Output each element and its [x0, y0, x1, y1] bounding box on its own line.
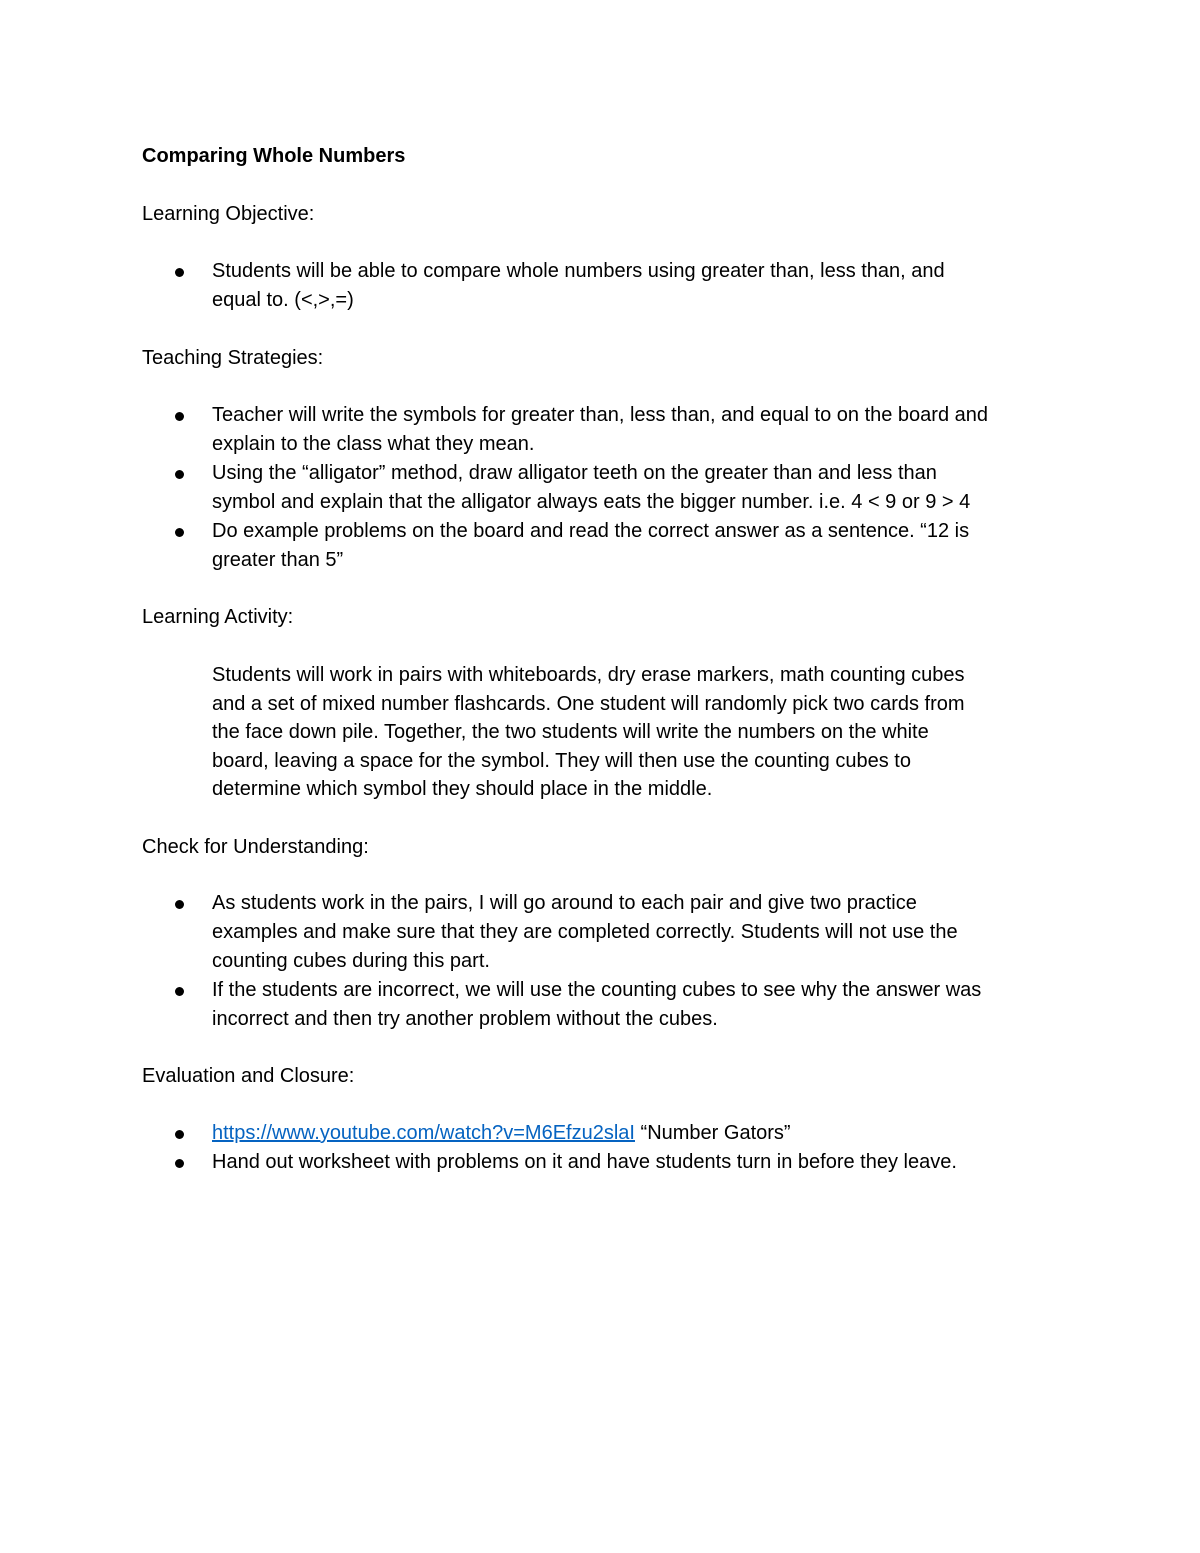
- bullet-icon: [175, 470, 184, 479]
- evaluation-closure-list: [142, 1119, 957, 1177]
- bullet-icon: [175, 1130, 184, 1139]
- list-item: [142, 459, 988, 517]
- list-item-line: incorrect and then try another problem without the cubes.: [212, 1008, 718, 1030]
- list-item-line: counting cubes during this part.: [212, 950, 490, 972]
- list-item: [142, 401, 988, 459]
- paragraph-line: determine which symbol they should place in the middle.: [212, 778, 713, 801]
- list-item: [142, 1119, 957, 1148]
- list-item-line: explain to the class what they mean.: [212, 433, 535, 455]
- bullet-icon: [175, 987, 184, 996]
- list-item-line: Teacher will write the symbols for greater than, less than, and equal to on the board and: [212, 404, 989, 426]
- learning-objective-list: [142, 257, 945, 315]
- paragraph-line: board, leaving a space for the symbol. They will then use the counting cubes to: [212, 749, 911, 772]
- list-item-line: symbol and explain that the alligator always eats the bigger number. i.e. 4 < 9 or 9 > 4: [212, 491, 971, 513]
- list-item-line: equal to. (<,>,=): [212, 289, 354, 311]
- evaluation-closure-heading: Evaluation and Closure:: [142, 1065, 355, 1087]
- bullet-icon: [175, 268, 184, 277]
- learning-objective-heading: Learning Objective:: [142, 203, 315, 225]
- paragraph-line: the face down pile. Together, the two students will write the numbers on the white: [212, 721, 929, 744]
- list-item: [142, 889, 981, 976]
- check-for-understanding-heading: Check for Understanding:: [142, 836, 369, 858]
- list-item: [142, 1148, 957, 1177]
- bullet-icon: [175, 900, 184, 909]
- list-item-line: As students work in the pairs, I will go around to each pair and give two practice: [212, 892, 917, 914]
- bullet-icon: [175, 1159, 184, 1168]
- check-for-understanding-list: [142, 889, 981, 1034]
- learning-activity-heading: Learning Activity:: [142, 606, 294, 628]
- list-item-line: Using the “alligator” method, draw alligator teeth on the greater than and less than: [212, 462, 937, 484]
- list-item-line: [212, 1119, 957, 1148]
- list-item-line: Students will be able to compare whole numbers using greater than, less than, and: [212, 260, 945, 282]
- list-item-line: If the students are incorrect, we will use the counting cubes to see why the answer was: [212, 979, 982, 1001]
- list-item-line: Do example problems on the board and read the correct answer as a sentence. “12 is: [212, 520, 970, 542]
- list-item-line: examples and make sure that they are completed correctly. Students will not use the: [212, 921, 958, 943]
- bullet-icon: [175, 528, 184, 537]
- list-item: [142, 976, 981, 1034]
- bullet-icon: [175, 412, 184, 421]
- list-item-line: greater than 5”: [212, 549, 344, 571]
- youtube-link[interactable]: https://www.youtube.com/watch?v=M6Efzu2slaI: [212, 1122, 635, 1144]
- teaching-strategies-heading: Teaching Strategies:: [142, 347, 324, 369]
- paragraph-line: Students will work in pairs with whiteboards, dry erase markers, math counting cubes: [212, 664, 965, 686]
- link-caption: “Number Gators”: [640, 1122, 791, 1144]
- list-item-line: Hand out worksheet with problems on it and have students turn in before they leave.: [212, 1151, 957, 1173]
- list-item: [142, 517, 988, 575]
- paragraph-line: and a set of mixed number flashcards. One student will randomly pick two cards from: [212, 692, 965, 715]
- page-title: Comparing Whole Numbers: [142, 145, 406, 167]
- learning-activity-paragraph: [212, 661, 1072, 804]
- list-item: [142, 257, 945, 315]
- teaching-strategies-list: [142, 401, 988, 575]
